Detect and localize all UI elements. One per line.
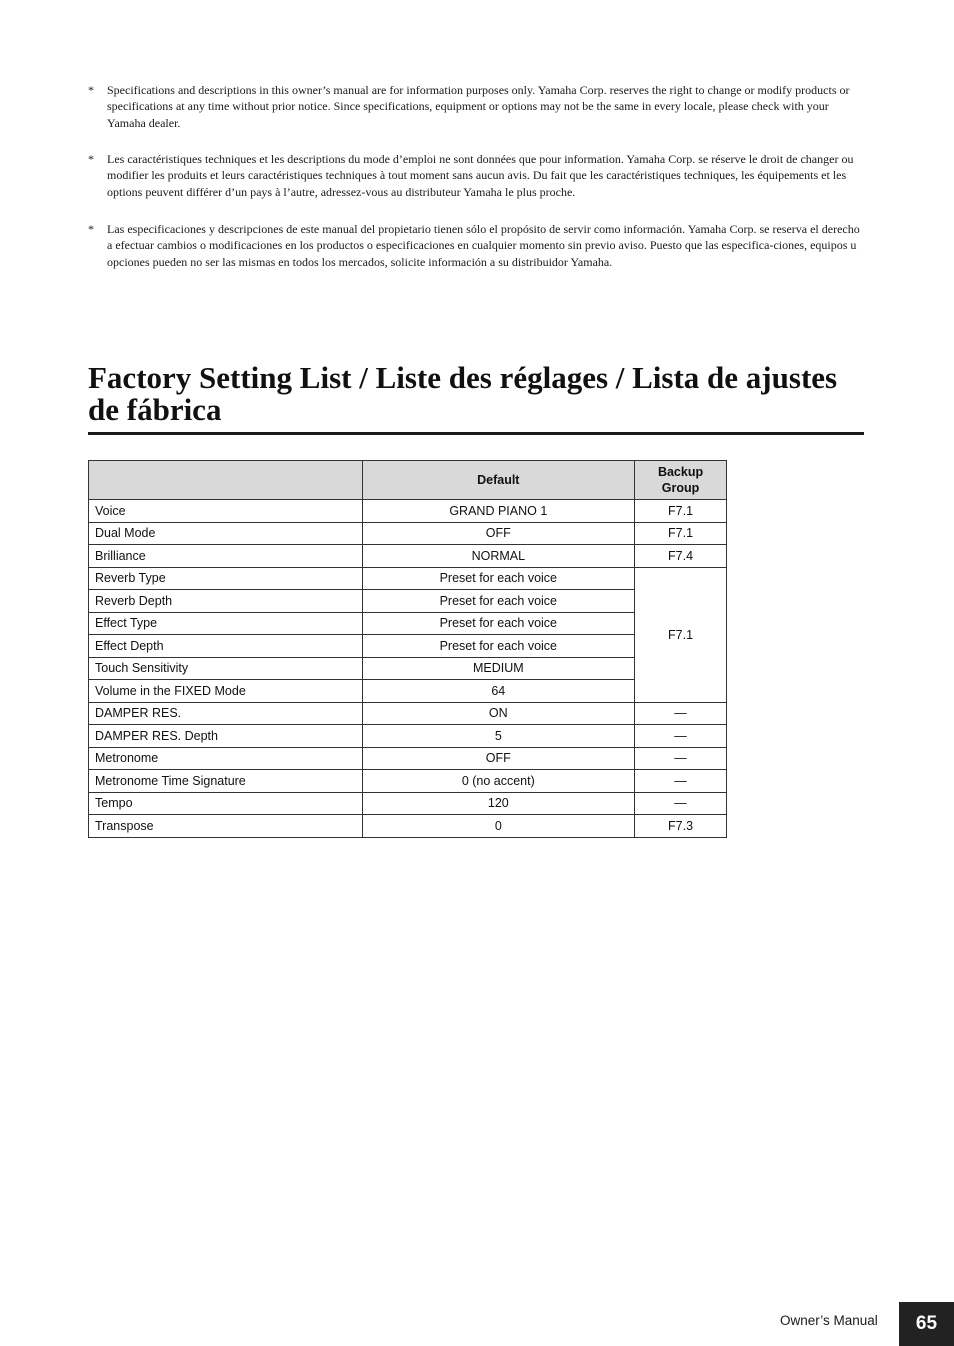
default-cell: MEDIUM (362, 657, 635, 680)
default-cell: OFF (362, 747, 635, 770)
title-divider (88, 432, 864, 435)
default-cell: ON (362, 702, 635, 725)
backup-group-cell: F7.1 (635, 522, 727, 545)
default-cell: Preset for each voice (362, 590, 635, 613)
header-backup-group: Backup Group (635, 461, 727, 500)
parameter-cell: Brilliance (89, 545, 363, 568)
table-header-row (89, 461, 727, 500)
table-row (89, 770, 727, 793)
table-row (89, 657, 727, 680)
table-row (89, 680, 727, 703)
default-cell: 120 (362, 792, 635, 815)
table-row (89, 815, 727, 838)
backup-group-cell: — (635, 770, 727, 793)
table-row (89, 725, 727, 748)
parameter-cell: DAMPER RES. (89, 702, 363, 725)
note-marker: * (88, 222, 94, 236)
parameter-cell: Metronome Time Signature (89, 770, 363, 793)
table-row (89, 747, 727, 770)
disclaimer-french-text: Les caractéristiques techniques et les descriptions du mode d’emploi ne sont données que pour information. Yamaha Corp. se réserve le droit de changer ou modifier les produits et leurs caractéristiques techniques à tout moment sans aucun avis. Du fait que les caractéristiques techniques, les équipements et les options peuvent différer d’un pays à l’autre, adressez-vous au distributeur Yamaha le plus proche. (107, 152, 854, 199)
footer-manual-label: Owner’s Manual (780, 1313, 878, 1328)
table-row (89, 635, 727, 658)
table-row (89, 702, 727, 725)
disclaimer-spanish (88, 221, 863, 270)
note-marker: * (88, 83, 94, 97)
default-cell: 5 (362, 725, 635, 748)
parameter-cell: Tempo (89, 792, 363, 815)
table-row (89, 612, 727, 635)
parameter-cell: Effect Type (89, 612, 363, 635)
header-default: Default (362, 461, 635, 500)
default-cell: GRAND PIANO 1 (362, 500, 635, 523)
default-cell: NORMAL (362, 545, 635, 568)
page-number: 65 (899, 1302, 954, 1346)
backup-group-cell: F7.4 (635, 545, 727, 568)
disclaimer-english (88, 82, 863, 131)
disclaimer-french (88, 151, 863, 200)
parameter-cell: Effect Depth (89, 635, 363, 658)
backup-group-cell: — (635, 792, 727, 815)
parameter-cell: Metronome (89, 747, 363, 770)
header-parameter (89, 461, 363, 500)
table-row (89, 590, 727, 613)
parameter-cell: Reverb Type (89, 567, 363, 590)
default-cell: Preset for each voice (362, 635, 635, 658)
disclaimer-spanish-text: Las especificaciones y descripciones de este manual del propietario tienen sólo el propósito de servir como información. Yamaha Corp. se reserva el derecho a efectuar cambios o modificaciones en los productos o especificaciones en cualquier momento sin previo aviso. Puesto que las especifica-ciones, equipos u opciones pueden no ser las mismas en todos los mercados, solicite información a su distribuidor Yamaha. (107, 222, 860, 269)
default-cell: Preset for each voice (362, 567, 635, 590)
parameter-cell: Volume in the FIXED Mode (89, 680, 363, 703)
default-cell: 0 (362, 815, 635, 838)
parameter-cell: Reverb Depth (89, 590, 363, 613)
table-row (89, 522, 727, 545)
parameter-cell: Voice (89, 500, 363, 523)
default-cell: 0 (no accent) (362, 770, 635, 793)
table-row (89, 792, 727, 815)
parameter-cell: Dual Mode (89, 522, 363, 545)
backup-group-cell: — (635, 702, 727, 725)
parameter-cell: Touch Sensitivity (89, 657, 363, 680)
parameter-cell: Transpose (89, 815, 363, 838)
disclaimer-english-text: Specifications and descriptions in this owner’s manual are for information purposes only. Yamaha Corp. reserves the right to change or modify products or specifications at any time without prior notice. Since specifications, equipment or options may not be the same in every locale, please check with your Yamaha dealer. (107, 83, 850, 130)
factory-settings-table (88, 460, 727, 838)
backup-group-cell: — (635, 725, 727, 748)
parameter-cell: DAMPER RES. Depth (89, 725, 363, 748)
backup-group-cell: F7.3 (635, 815, 727, 838)
table-row (89, 500, 727, 523)
default-cell: Preset for each voice (362, 612, 635, 635)
default-cell: 64 (362, 680, 635, 703)
default-cell: OFF (362, 522, 635, 545)
backup-group-cell: F7.1 (635, 500, 727, 523)
table-row (89, 567, 727, 590)
page-title: Factory Setting List / Liste des réglages / Lista de ajustes de fábrica (88, 360, 838, 427)
backup-group-cell: — (635, 747, 727, 770)
note-marker: * (88, 152, 94, 166)
table-row (89, 545, 727, 568)
backup-group-cell: F7.1 (635, 567, 727, 702)
